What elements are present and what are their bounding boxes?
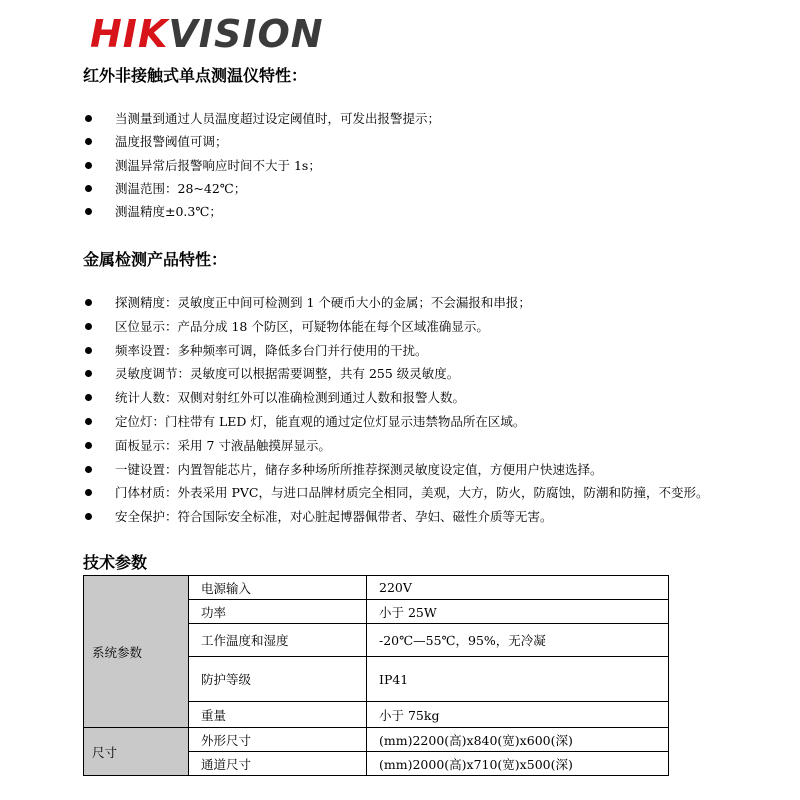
section-title-tech-params: 技术参数 xyxy=(83,553,148,572)
param-name: 电源输入 xyxy=(189,576,367,600)
list-item: 频率设置：多种频率可调，降低多台门并行使用的干扰。 xyxy=(83,339,783,363)
param-value: 小于 25W xyxy=(367,600,669,624)
table-row xyxy=(84,576,669,600)
tech-params-table xyxy=(83,575,669,776)
thermometer-feature-list xyxy=(83,107,783,223)
list-item: 当测量到通过人员温度超过设定阈值时，可发出报警提示； xyxy=(83,107,783,130)
section-title-metal-detection: 金属检测产品特性： xyxy=(83,250,228,269)
param-name: 重量 xyxy=(189,702,367,728)
logo-text-gray: VISION xyxy=(168,12,324,56)
group-cell: 系统参数 xyxy=(84,576,189,728)
list-item: 门体材质：外表采用 PVC，与进口品牌材质完全相同，美观，大方，防火，防腐蚀，防潮和防撞，不变形。 xyxy=(83,481,783,505)
param-value: -20℃—55℃，95%，无冷凝 xyxy=(367,624,669,657)
list-item: 温度报警阈值可调； xyxy=(83,130,783,153)
logo-text-red: HIK xyxy=(90,12,169,56)
list-item: 定位灯：门柱带有 LED 灯，能直观的通过定位灯显示违禁物品所在区域。 xyxy=(83,410,783,434)
param-value: (mm)2000(高)x710(宽)x500(深) xyxy=(367,752,669,776)
param-name: 外形尺寸 xyxy=(189,728,367,752)
list-item: 安全保护：符合国际安全标准，对心脏起博器佩带者、孕妇、磁性介质等无害。 xyxy=(83,505,783,529)
param-value: IP41 xyxy=(367,657,669,702)
param-value: 小于 75kg xyxy=(367,702,669,728)
list-item: 区位显示：产品分成 18 个防区，可疑物体能在每个区域准确显示。 xyxy=(83,315,783,339)
param-value: (mm)2200(高)x840(宽)x600(深) xyxy=(367,728,669,752)
list-item: 统计人数：双侧对射红外可以准确检测到通过人数和报警人数。 xyxy=(83,386,783,410)
hikvision-logo xyxy=(90,14,324,54)
param-name: 防护等级 xyxy=(189,657,367,702)
list-item: 灵敏度调节：灵敏度可以根据需要调整，共有 255 级灵敏度。 xyxy=(83,362,783,386)
metal-detection-feature-list xyxy=(83,291,783,529)
table-row xyxy=(84,728,669,752)
param-value: 220V xyxy=(367,576,669,600)
list-item: 测温异常后报警响应时间不大于 1s； xyxy=(83,154,783,177)
list-item: 测温精度±0.3℃； xyxy=(83,200,783,223)
section-title-thermometer: 红外非接触式单点测温仪特性： xyxy=(83,66,308,85)
list-item: 一键设置：内置智能芯片，储存多种场所所推荐探测灵敏度设定值，方便用户快速选择。 xyxy=(83,458,783,482)
param-name: 功率 xyxy=(189,600,367,624)
param-name: 工作温度和湿度 xyxy=(189,624,367,657)
list-item: 面板显示：采用 7 寸液晶触摸屏显示。 xyxy=(83,434,783,458)
list-item: 测温范围：28~42℃； xyxy=(83,177,783,200)
list-item: 探测精度：灵敏度正中间可检测到 1 个硬币大小的金属；不会漏报和串报； xyxy=(83,291,783,315)
group-cell: 尺寸 xyxy=(84,728,189,776)
param-name: 通道尺寸 xyxy=(189,752,367,776)
